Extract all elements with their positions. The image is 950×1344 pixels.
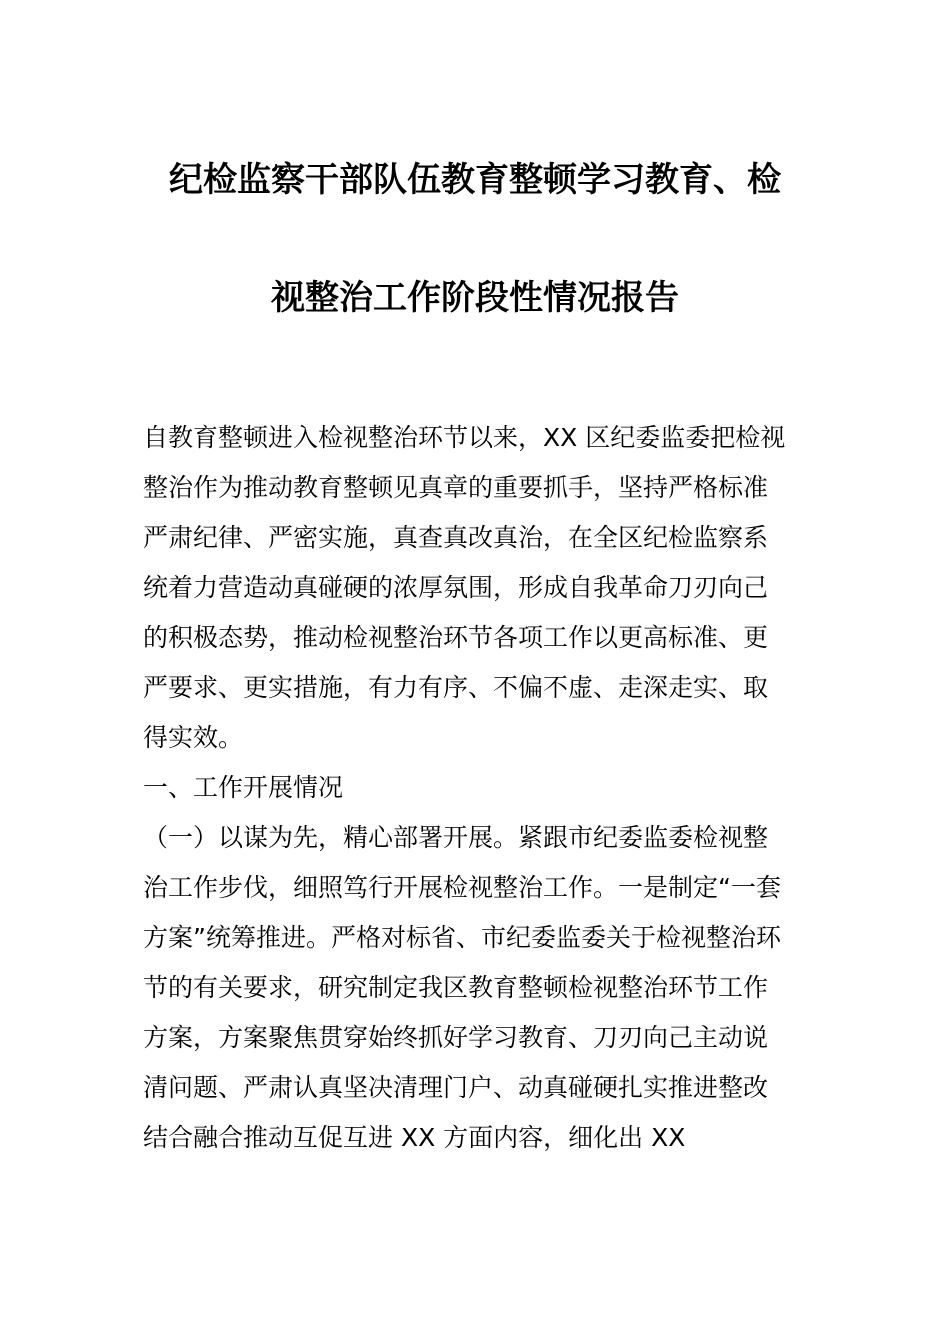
paragraph-line-5: 的积极态势，推动检视整治环节各项工作以更高标准、更 [143, 623, 769, 652]
section-heading: 一、工作开展情况 [143, 773, 344, 802]
document-title-line-1: 纪检监察干部队伍教育整顿学习教育、检 [169, 160, 781, 200]
paragraph-line-11: 方案”统筹推进。严格对标省、市纪委监委关于检视整治环 [143, 923, 781, 952]
paragraph-line-13: 方案，方案聚焦贯穿始终抓好学习教育、刀刃向己主动说 [143, 1023, 769, 1052]
document-title-line-2: 视整治工作阶段性情况报告 [271, 278, 679, 318]
paragraph-line-12: 节的有关要求，研究制定我区教育整顿检视整治环节工作 [143, 973, 769, 1002]
paragraph-line-2: 整治作为推动教育整顿见真章的重要抓手，坚持严格标准 [143, 473, 769, 502]
paragraph-line-3: 严肃纪律、严密实施，真查真改真治，在全区纪检监察系 [143, 523, 769, 552]
paragraph-line-1: 自教育整顿进入检视整治环节以来，XX 区纪委监委把检视 [143, 423, 786, 452]
paragraph-line-7: 得实效。 [143, 723, 244, 752]
paragraph-line-6: 严要求、更实措施，有力有序、不偏不虚、走深走实、取 [143, 673, 769, 702]
paragraph-line-4: 统着力营造动真碰硬的浓厚氛围，形成自我革命刀刃向己 [143, 573, 769, 602]
paragraph-line-15: 结合融合推动互促互进 XX 方面内容，细化出 XX [143, 1123, 686, 1152]
paragraph-line-9: （一）以谋为先，精心部署开展。紧跟市纪委监委检视整 [143, 823, 769, 852]
paragraph-line-14: 清问题、严肃认真坚决清理门户、动真碰硬扎实推进整改 [143, 1073, 769, 1102]
paragraph-line-10: 治工作步伐，细照笃行开展检视整治工作。一是制定“一套 [143, 873, 781, 902]
